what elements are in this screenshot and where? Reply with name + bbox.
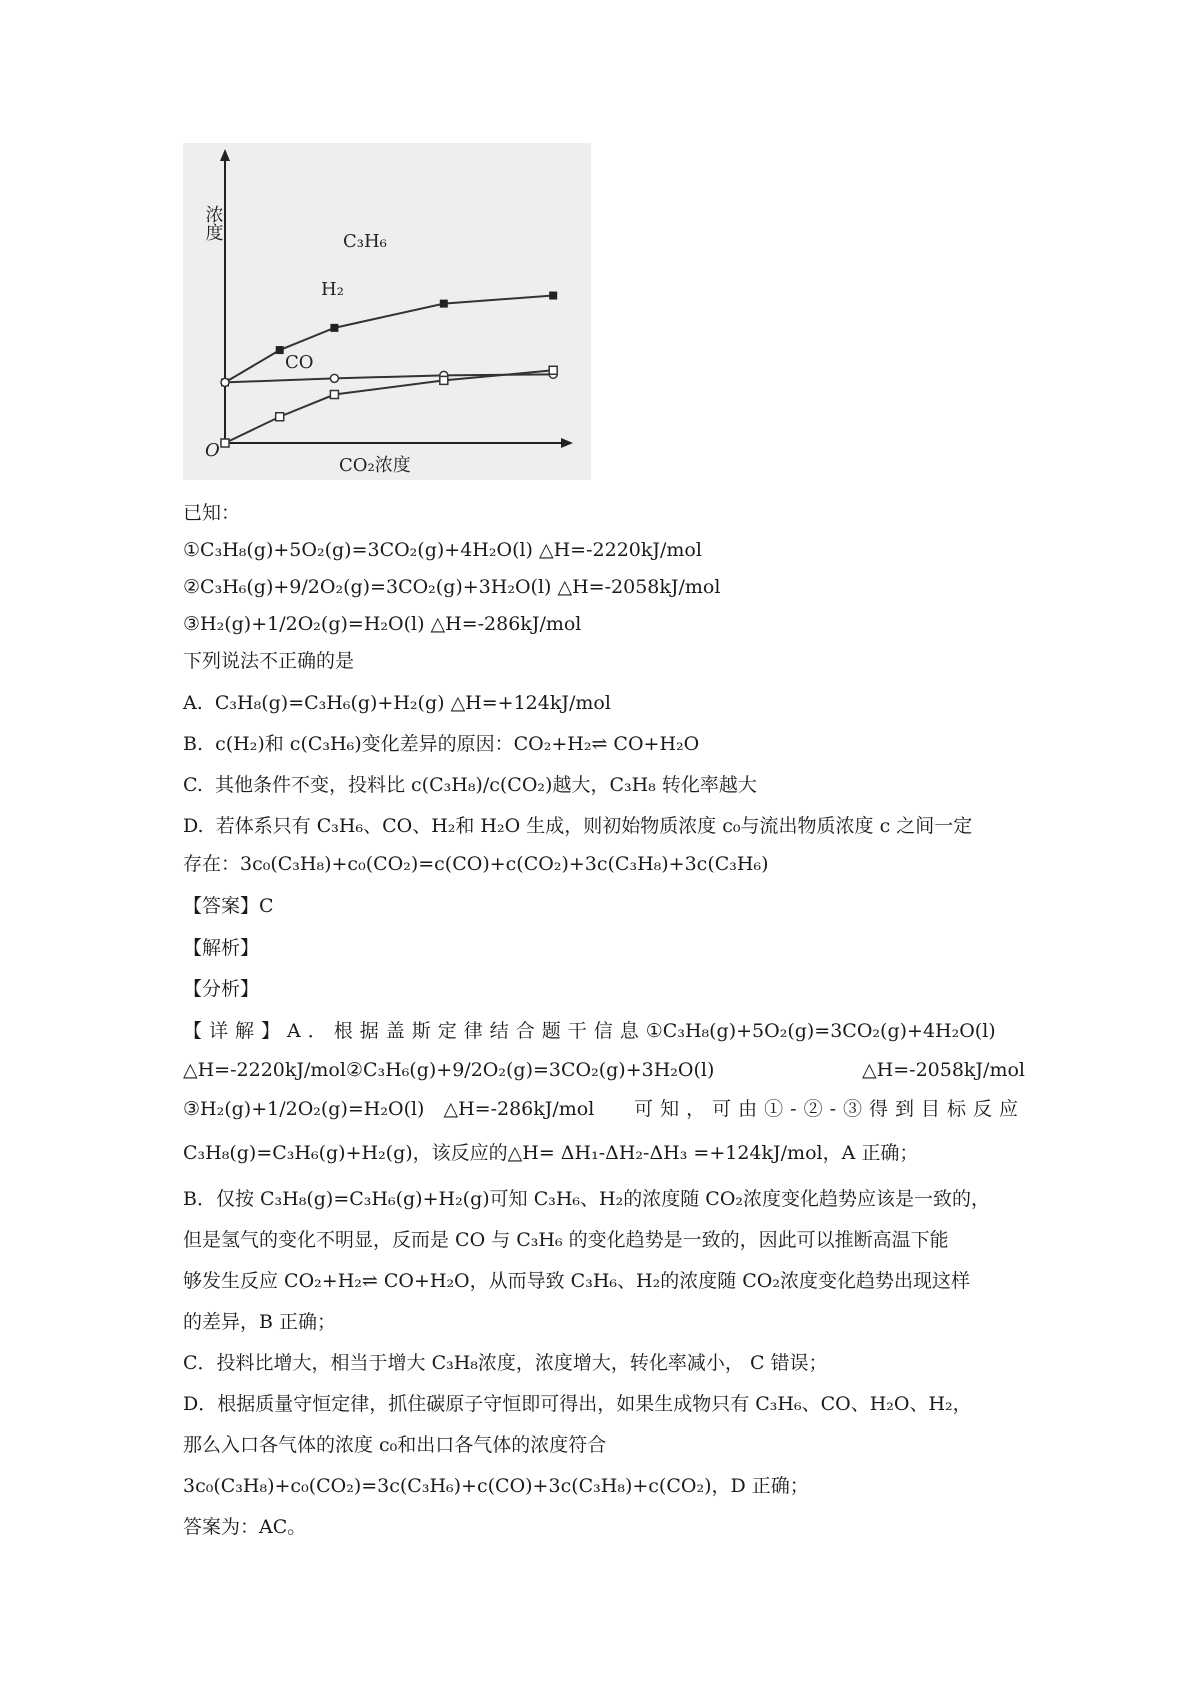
origin-label: O (205, 440, 220, 461)
eq1-prefix: ① (183, 539, 201, 561)
eq2-body: C₃H₆(g)+9/2O₂(g)=3CO₂(g)+3H₂O(l) △H=-2058kJ/mol (200, 576, 721, 598)
known-heading: 已知： (183, 502, 241, 524)
option-c-text: 其他条件不变，投料比 c(C₃H₈)/c(CO₂)越大，C₃H₈ 转化率越大 (215, 774, 757, 796)
data-point-co-2 (330, 391, 338, 399)
known-eq-3 (183, 611, 581, 637)
detail-c-1: C．投料比增大，相当于增大 C₃H₈浓度，浓度增大，转化率减小， C 错误； (183, 1352, 828, 1374)
series-label-ch: C₃H₆ (343, 231, 387, 252)
chart-svg (183, 143, 591, 480)
data-point-co-4 (549, 366, 557, 374)
option-d-letter: D. (183, 815, 204, 837)
option-d-text: 若体系只有 C₃H₆、CO、H₂和 H₂O 生成，则初始物质浓度 c₀与流出物质浓度 c 之间一定 (215, 815, 973, 837)
answer-label: 【答案】 (183, 895, 260, 917)
detail-b-2: 但是氢气的变化不明显，反而是 CO 与 C₃H₆ 的变化趋势是一致的，因此可以推断高温下能 (183, 1229, 949, 1251)
detail-label: 【详解】 (183, 1020, 288, 1042)
fenxi-label: 【分析】 (183, 978, 260, 1000)
detail-line-3 (183, 1096, 1025, 1122)
detail-d-3: 3c₀(C₃H₈)+c₀(CO₂)=3c(C₃H₆)+c(CO)+3c(C₃H₈)+c(CO₂)，D 正确； (183, 1475, 809, 1497)
data-point-h-0 (221, 378, 229, 386)
option-b (183, 731, 699, 757)
detail-l3-rest: 可知，可由①-②-③得到目标反应 (634, 1098, 1025, 1120)
known-eq-2 (183, 574, 720, 600)
option-c (183, 772, 757, 798)
series-label-h: H₂ (321, 279, 344, 300)
detail-l1-eq: ①C₃H₈(g)+5O₂(g)=3CO₂(g)+4H₂O(l) (645, 1020, 996, 1042)
data-point-co-3 (440, 376, 448, 384)
detail-l1-lead: A．根据盖斯定律结合题干信息 (287, 1020, 646, 1042)
option-a-text: C₃H₈(g)=C₃H₆(g)+H₂(g) △H=+124kJ/mol (214, 692, 611, 714)
option-d-continued: 存在：3c₀(C₃H₈)+c₀(CO₂)=c(CO)+c(CO₂)+3c(C₃H₈)+3c(C₃H₆) (183, 853, 769, 875)
question-stem: 下列说法不正确的是 (183, 650, 355, 672)
chart-background (183, 143, 591, 480)
data-point-ch-3 (440, 300, 448, 308)
detail-line-2 (183, 1057, 1025, 1083)
detail-l2-b: △H=-2058kJ/mol (862, 1059, 1025, 1081)
detail-d-2: 那么入口各气体的浓度 c₀和出口各气体的浓度符合 (183, 1434, 607, 1456)
eq3-body: H₂(g)+1/2O₂(g)=H₂O(l) △H=-286kJ/mol (200, 613, 582, 635)
detail-b-1: B．仅按 C₃H₈(g)=C₃H₆(g)+H₂(g)可知 C₃H₆、H₂的浓度随 CO₂浓度变化趋势应该是一致的， (183, 1188, 991, 1210)
final-answer: 答案为：AC。 (183, 1516, 307, 1538)
detail-l2-a: △H=-2220kJ/mol②C₃H₆(g)+9/2O₂(g)=3CO₂(g)+3H₂O(l) (183, 1059, 715, 1081)
detail-line-4: C₃H₈(g)=C₃H₆(g)+H₂(g)，该反应的△H= ΔH₁-ΔH₂-ΔH₃ =+124kJ/mol，A 正确； (183, 1142, 919, 1164)
concentration-chart (183, 143, 591, 480)
data-point-ch-2 (330, 324, 338, 332)
data-point-ch-1 (276, 346, 284, 354)
detail-b-4: 的差异，B 正确； (183, 1311, 337, 1333)
eq3-prefix: ③ (183, 613, 201, 635)
detail-line-1 (183, 1018, 996, 1044)
analysis-label: 【解析】 (183, 937, 260, 959)
data-point-co-1 (276, 413, 284, 421)
series-label-co: CO (285, 352, 314, 373)
y-axis-label: 浓度 (202, 205, 224, 241)
option-a (183, 690, 611, 716)
detail-l3-eq: ③H₂(g)+1/2O₂(g)=H₂O(l) △H=-286kJ/mol (183, 1098, 595, 1120)
eq2-prefix: ② (183, 576, 201, 598)
option-c-letter: C. (183, 774, 203, 796)
detail-d-1: D．根据质量守恒定律，抓住碳原子守恒即可得出，如果生成物只有 C₃H₆、CO、H₂O、H₂， (183, 1393, 972, 1415)
x-axis-label: CO₂浓度 (339, 455, 411, 476)
option-b-letter: B. (183, 733, 204, 755)
answer-line (183, 893, 274, 919)
eq1-body: C₃H₈(g)+5O₂(g)=3CO₂(g)+4H₂O(l) △H=-2220kJ/mol (200, 539, 702, 561)
known-eq-1 (183, 537, 702, 563)
data-point-h-1 (330, 374, 338, 382)
option-d (183, 813, 972, 839)
option-a-letter: A. (183, 692, 203, 714)
answer-value: C (259, 895, 274, 917)
data-point-co-0 (221, 439, 229, 447)
detail-b-3: 够发生反应 CO₂+H₂⇌ CO+H₂O，从而导致 C₃H₆、H₂的浓度随 CO₂浓度变化趋势出现这样 (183, 1270, 970, 1292)
option-b-text: c(H₂)和 c(C₃H₆)变化差异的原因：CO₂+H₂⇌ CO+H₂O (215, 733, 700, 755)
data-point-ch-4 (549, 292, 557, 300)
